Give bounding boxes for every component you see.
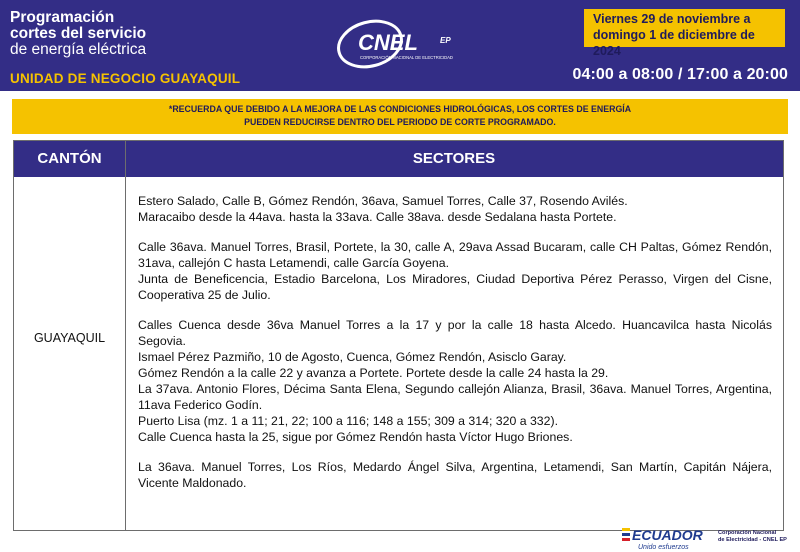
sector-entry: La 36ava. Manuel Torres, Los Ríos, Medardo Ángel Silva, Argentina, Letamendi, San Martín, Capitán Nájera, Vicente Maldonado. (138, 460, 772, 490)
cnel-logo (328, 12, 488, 74)
logo-name: CNEL (358, 30, 418, 55)
sectors-cell (138, 193, 772, 491)
title-line-1: Programación (10, 9, 115, 26)
title-line-3: de energía eléctrica (10, 41, 147, 58)
footer-org-text (718, 530, 798, 544)
header-sectores: SECTORES (412, 150, 496, 167)
sector-entry: Gómez Rendón a la calle 22 y avanza a Portete. Portete desde la calle 24 hasta la 29. (138, 366, 609, 380)
ecuador-tagline: Unido esfuerzos (638, 544, 689, 551)
paragraph-gap (138, 445, 772, 459)
canton-cell: GUAYAQUIL (33, 331, 106, 345)
paragraph-gap (138, 303, 772, 317)
date-range-badge (584, 9, 785, 58)
sector-entry: Calle 36ava. Manuel Torres, Brasil, Portete, la 30, calle A, 29ava Assad Bucaram, calle CH Paltas, Gómez Rendón, 31ava, callejón C hasta Letamendi, calle García Goyena. (138, 240, 772, 270)
header-banner (0, 0, 800, 91)
header-canton: CANTÓN (37, 150, 102, 167)
column-divider (125, 141, 126, 530)
sector-entry: Maracaibo desde la 44ava. hasta la 33ava. Calle 38ava. desde Sedalana hasta Portete. (138, 210, 617, 224)
footer-org-line-1: Corporación Nacional (718, 530, 777, 536)
ecuador-logo-text: ECUADOR (632, 527, 703, 543)
sector-entry: Puerto Lisa (mz. 1 a 11; 21, 22; 100 a 116; 148 a 155; 309 a 314; 320 a 332). (138, 414, 558, 428)
page-title (10, 10, 146, 58)
sector-entry: Estero Salado, Calle B, Gómez Rendón, 36ava, Samuel Torres, Calle 37, Rosendo Avilés. (138, 194, 628, 208)
table-header (14, 141, 783, 177)
time-range: 04:00 a 08:00 / 17:00 a 20:00 (572, 66, 788, 83)
footer-org-line-2: de Electricidad - CNEL EP (718, 537, 787, 543)
sector-entry: La 37ava. Antonio Flores, Décima Santa Elena, Segundo callejón Alianza, Brasil, 36ava. Manuel Torres, Argentina, 11ava Federico Godín. (138, 382, 772, 412)
sector-entry: Ismael Pérez Pazmiño, 10 de Agosto, Cuenca, Gómez Rendón, Asisclo Garay. (138, 350, 567, 364)
business-unit-label: UNIDAD DE NEGOCIO GUAYAQUIL (10, 71, 241, 86)
schedule-table (13, 140, 784, 531)
date-line-2: domingo 1 de diciembre de 2024 (593, 28, 755, 58)
date-line-1: Viernes 29 de noviembre a (593, 12, 751, 26)
sector-entry: Calles Cuenca desde 36va Manuel Torres a la 17 y por la calle 18 hasta Alcedo. Huancavilca hasta Nicolás Segovia. (138, 318, 772, 348)
notice-line-1: *RECUERDA QUE DEBIDO A LA MEJORA DE LAS CONDICIONES HIDROLÓGICAS, LOS CORTES DE ENERGÍA (168, 104, 632, 114)
title-line-2: cortes del servicio (10, 25, 147, 42)
logo-subtitle: CORPORACIÓN NACIONAL DE ELECTRICIDAD (360, 55, 453, 60)
sector-entry: Calle Cuenca hasta la 25, sigue por Gómez Rendón hasta Víctor Hugo Briones. (138, 430, 573, 444)
paragraph-gap (138, 225, 772, 239)
sector-entry: Junta de Beneficencia, Estadio Barcelona, Los Miradores, Ciudad Deportiva Pérez Perasso, Virgen del Cisne, Cooperativa 25 de Julio. (138, 272, 772, 302)
logo-suffix: EP (440, 36, 451, 45)
notice-banner (12, 99, 788, 134)
notice-line-2: PUEDEN REDUCIRSE DENTRO DEL PERIODO DE CORTE PROGRAMADO. (244, 117, 556, 127)
